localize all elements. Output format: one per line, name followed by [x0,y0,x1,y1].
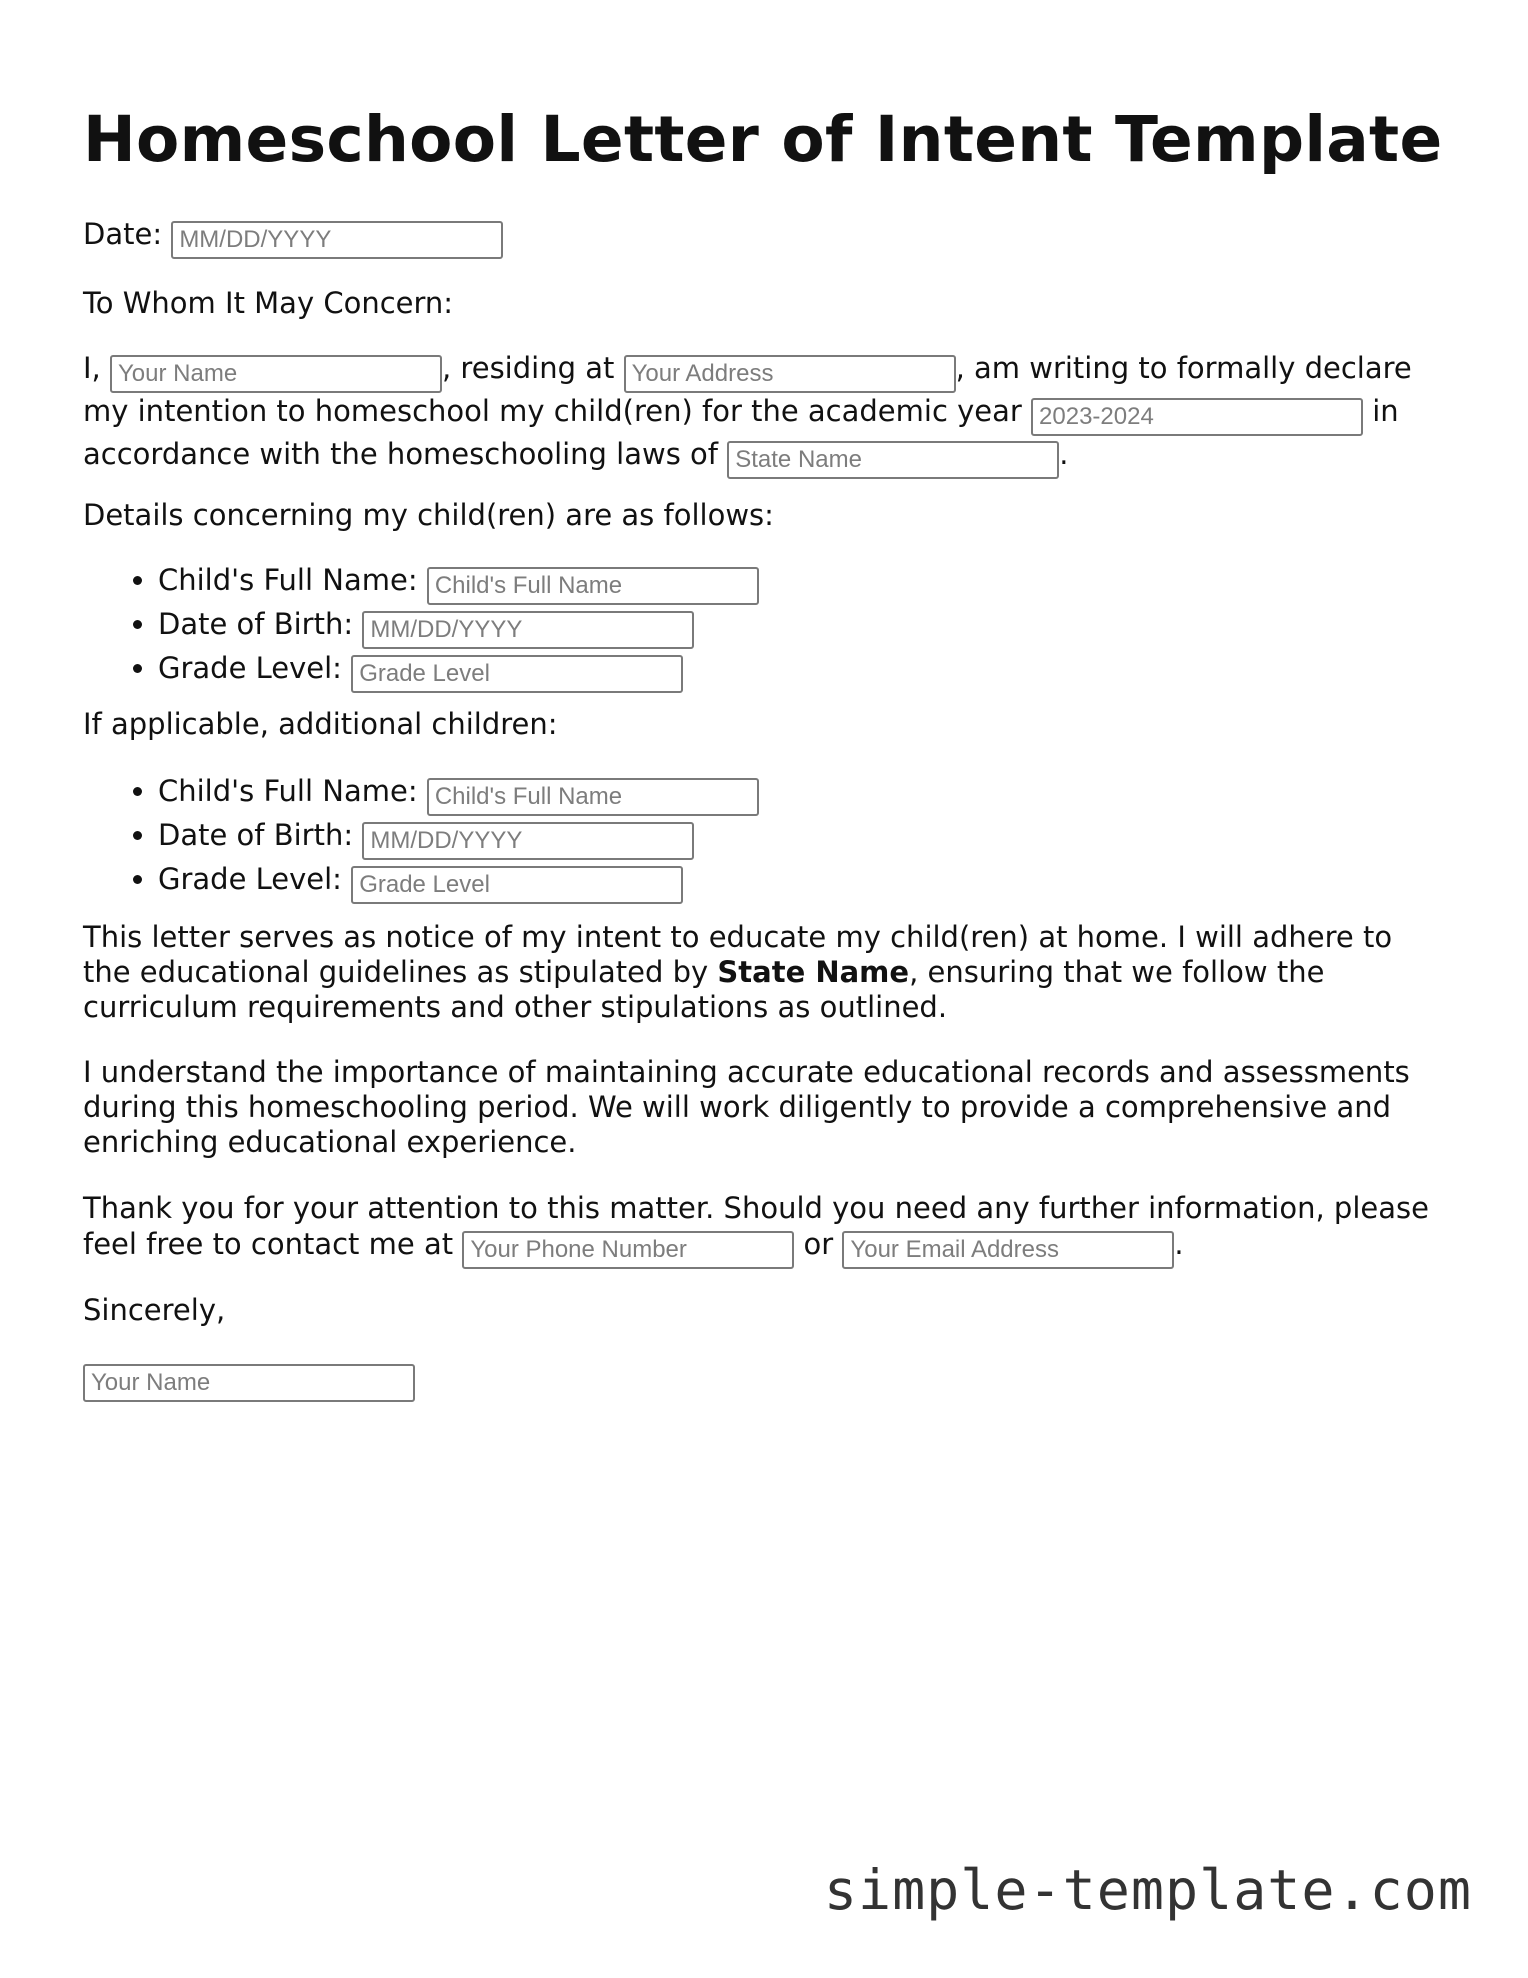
intro-text-5: . [1059,437,1069,471]
child-name-label: Child's Full Name: [158,563,418,597]
list-item [158,772,759,816]
additional-child-details-list [83,772,759,904]
intro-text-3: , am writing to formally declare my intention to homeschool my child(ren) for the academic year [83,351,1412,428]
details-heading: Details concerning my child(ren) are as follows: [83,498,774,532]
state-name-input[interactable] [727,441,1059,479]
child-grade-label: Grade Level: [158,862,342,896]
list-item [158,605,759,649]
child-grade-input[interactable] [351,655,683,693]
signature-name-input[interactable] [83,1364,415,1402]
additional-child-dob-input[interactable] [362,822,694,860]
date-line [83,216,503,259]
page-title: Homeschool Letter of Intent Template [83,103,1443,176]
child-name-input[interactable] [427,567,759,605]
list-item [158,816,759,860]
list-item [158,860,759,904]
child-dob-label: Date of Birth: [158,818,354,852]
additional-children-heading: If applicable, additional children: [83,707,558,741]
signature-line [83,1359,415,1402]
date-label: Date: [83,217,163,251]
notice-paragraph [83,920,1443,1025]
contact-text-2: or [803,1227,834,1261]
contact-text-3: . [1174,1227,1184,1261]
salutation: To Whom It May Concern: [83,286,454,320]
intro-text-4: in accordance with the homeschooling laws of [83,394,1399,471]
notice-text-2: , ensuring that we follow the curriculum requirements and other stipulations as outlined. [83,955,1325,1024]
records-paragraph: I understand the importance of maintaining accurate educational records and assessments during this homeschooling period. We will work diligently to provide a comprehensive and enriching educational experience. [83,1055,1410,1159]
child-dob-input[interactable] [362,611,694,649]
intro-text-2: , residing at [442,351,615,385]
child-details-list [83,561,759,693]
notice-text-1: This letter serves as notice of my intent to educate my child(ren) at home. I will adhere to the educational guidelines as stipulated by [83,920,1393,989]
child-name-label: Child's Full Name: [158,774,418,808]
phone-input[interactable] [462,1231,794,1269]
contact-paragraph [83,1190,1443,1269]
state-name-bold: State Name [717,955,910,989]
contact-text-1: Thank you for your attention to this matter. Should you need any further information, please feel free to contact me at [83,1191,1429,1261]
your-name-input[interactable] [110,355,442,393]
academic-year-input[interactable] [1031,398,1363,436]
list-item [158,561,759,605]
watermark: simple-template.com [823,1858,1472,1922]
closing: Sincerely, [83,1293,226,1327]
email-input[interactable] [842,1231,1174,1269]
intro-paragraph [83,350,1443,479]
child-grade-label: Grade Level: [158,651,342,685]
additional-child-grade-input[interactable] [351,866,683,904]
list-item [158,649,759,693]
your-address-input[interactable] [624,355,956,393]
intro-text-1: I, [83,351,101,385]
child-dob-label: Date of Birth: [158,607,354,641]
date-input[interactable] [171,221,503,259]
additional-child-name-input[interactable] [427,778,759,816]
